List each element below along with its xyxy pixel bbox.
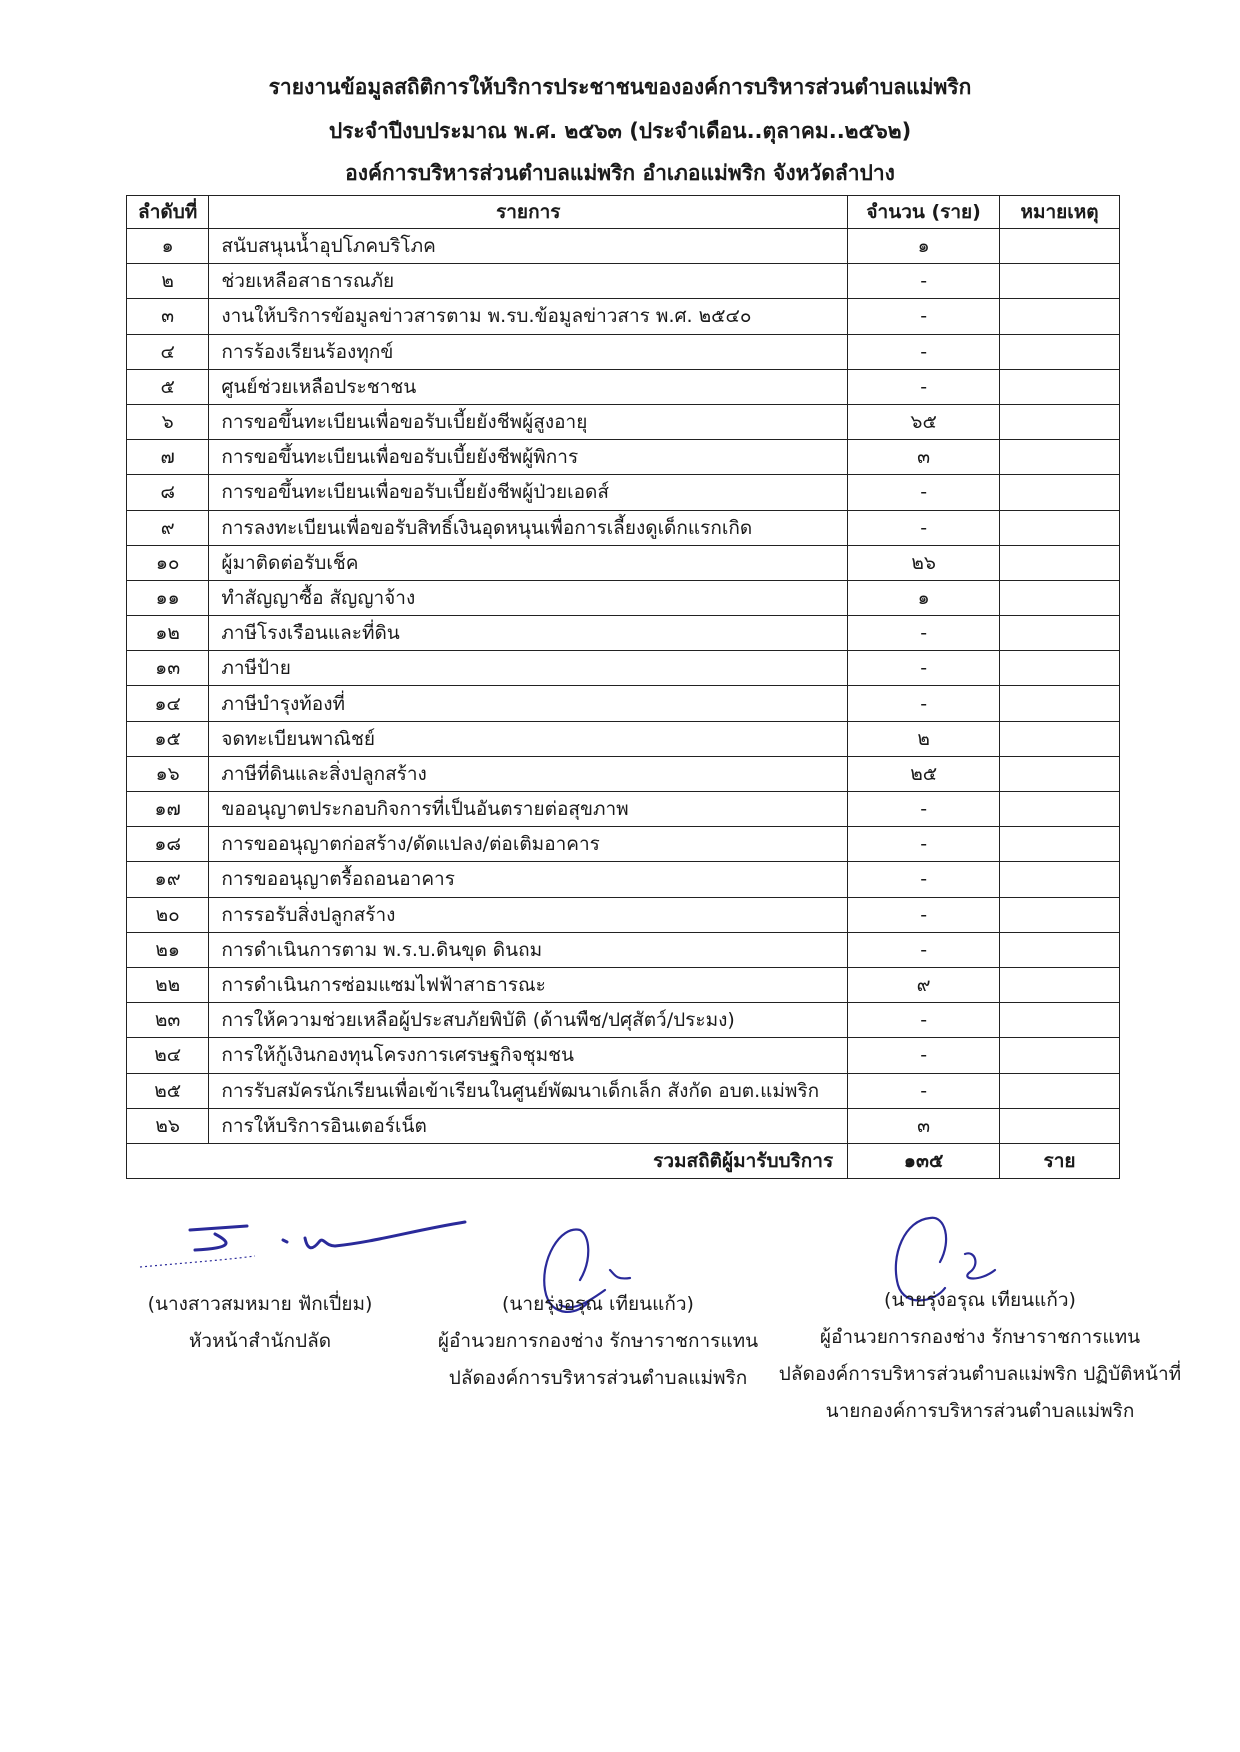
row-count: - <box>848 862 1000 897</box>
row-number: ๒ <box>127 264 209 299</box>
header-note: หมายเหตุ <box>1000 196 1120 229</box>
row-item: ทำสัญญาซื้อ สัญญาจ้าง <box>209 580 848 615</box>
row-count: - <box>848 932 1000 967</box>
row-item: สนับสนุนน้ำอุปโภคบริโภค <box>209 229 848 264</box>
row-number: ๑๑ <box>127 580 209 615</box>
table-row <box>127 897 1120 932</box>
table-row <box>127 510 1120 545</box>
row-item: ขออนุญาตประกอบกิจการที่เป็นอันตรายต่อสุขภาพ <box>209 792 848 827</box>
row-note <box>1000 1108 1120 1143</box>
row-item: การรอรับสิ่งปลูกสร้าง <box>209 897 848 932</box>
signature-block-1 <box>130 1286 390 1360</box>
row-count: - <box>848 299 1000 334</box>
row-count: ๑ <box>848 229 1000 264</box>
row-item: ภาษีป้าย <box>209 651 848 686</box>
row-number: ๑๓ <box>127 651 209 686</box>
row-number: ๒๕ <box>127 1073 209 1108</box>
header-count: จำนวน (ราย) <box>848 196 1000 229</box>
table-row <box>127 616 1120 651</box>
row-number: ๑๔ <box>127 686 209 721</box>
row-count: ๖๕ <box>848 404 1000 439</box>
report-fiscal-year: ประจำปีงบประมาณ พ.ศ. ๒๕๖๓ (ประจำเดือน..ตุลาคม..๒๕๖๒) <box>328 119 912 143</box>
table-row <box>127 721 1120 756</box>
row-count: - <box>848 897 1000 932</box>
row-number: ๘ <box>127 475 209 510</box>
row-note <box>1000 510 1120 545</box>
row-count: ๓ <box>848 1108 1000 1143</box>
row-item: ช่วยเหลือสาธารณภัย <box>209 264 848 299</box>
row-item: การขอขึ้นทะเบียนเพื่อขอรับเบี้ยยังชีพผู้ป่วยเอดส์ <box>209 475 848 510</box>
row-count: - <box>848 369 1000 404</box>
row-note <box>1000 1038 1120 1073</box>
total-count: ๑๓๕ <box>848 1143 1000 1178</box>
row-number: ๑๕ <box>127 721 209 756</box>
row-number: ๑๒ <box>127 616 209 651</box>
signer-position: ผู้อำนวยการกองช่าง รักษาราชการแทน <box>437 1330 759 1352</box>
total-unit: ราย <box>1000 1143 1120 1178</box>
row-number: ๒๓ <box>127 1003 209 1038</box>
row-note <box>1000 334 1120 369</box>
row-number: ๔ <box>127 334 209 369</box>
row-number: ๒๒ <box>127 967 209 1002</box>
row-number: ๑ <box>127 229 209 264</box>
row-note <box>1000 967 1120 1002</box>
row-item: การรับสมัครนักเรียนเพื่อเข้าเรียนในศูนย์พัฒนาเด็กเล็ก สังกัด อบต.แม่พริก <box>209 1073 848 1108</box>
row-item: จดทะเบียนพาณิชย์ <box>209 721 848 756</box>
table-row <box>127 932 1120 967</box>
report-title: รายงานข้อมูลสถิติการให้บริการประชาชนขององค์การบริหารส่วนตำบลแม่พริก <box>268 75 972 99</box>
table-row <box>127 792 1120 827</box>
row-item: ภาษีที่ดินและสิ่งปลูกสร้าง <box>209 756 848 791</box>
row-note <box>1000 1073 1120 1108</box>
signer-position: ปลัดองค์การบริหารส่วนตำบลแม่พริก ปฏิบัติหน้าที่ <box>778 1363 1182 1385</box>
signature-scribble-1 <box>135 1212 475 1272</box>
table-row <box>127 580 1120 615</box>
table-row <box>127 229 1120 264</box>
row-note <box>1000 721 1120 756</box>
table-row <box>127 1073 1120 1108</box>
row-note <box>1000 1003 1120 1038</box>
report-organization: องค์การบริหารส่วนตำบลแม่พริก อำเภอแม่พริก จังหวัดลำปาง <box>345 161 895 185</box>
row-item: การให้กู้เงินกองทุนโครงการเศรษฐกิจชุมชน <box>209 1038 848 1073</box>
signer-name: (นางสาวสมหมาย ฟักเปี่ยม) <box>147 1293 373 1315</box>
table-row <box>127 1108 1120 1143</box>
row-item: ภาษีโรงเรือนและที่ดิน <box>209 616 848 651</box>
row-count: ๓ <box>848 440 1000 475</box>
row-item: การดำเนินการตาม พ.ร.บ.ดินขุด ดินถม <box>209 932 848 967</box>
table-row <box>127 369 1120 404</box>
row-number: ๓ <box>127 299 209 334</box>
signer-position: ปลัดองค์การบริหารส่วนตำบลแม่พริก <box>448 1367 748 1389</box>
row-count: - <box>848 827 1000 862</box>
row-note <box>1000 792 1120 827</box>
row-count: - <box>848 1038 1000 1073</box>
row-number: ๕ <box>127 369 209 404</box>
row-number: ๒๖ <box>127 1108 209 1143</box>
row-count: - <box>848 264 1000 299</box>
row-item: การให้บริการอินเตอร์เน็ต <box>209 1108 848 1143</box>
row-note <box>1000 756 1120 791</box>
row-item: ผู้มาติดต่อรับเช็ค <box>209 545 848 580</box>
table-row <box>127 475 1120 510</box>
row-note <box>1000 440 1120 475</box>
table-row <box>127 404 1120 439</box>
total-label: รวมสถิติผู้มารับบริการ <box>127 1143 848 1178</box>
row-count: ๒๖ <box>848 545 1000 580</box>
signature-block-2 <box>428 1286 768 1397</box>
table-row <box>127 967 1120 1002</box>
table-header-row <box>127 196 1120 229</box>
statistics-table <box>126 195 1120 1179</box>
row-item: การลงทะเบียนเพื่อขอรับสิทธิ์เงินอุดหนุนเพื่อการเลี้ยงดูเด็กแรกเกิด <box>209 510 848 545</box>
row-note <box>1000 827 1120 862</box>
row-count: - <box>848 510 1000 545</box>
header-no: ลำดับที่ <box>127 196 209 229</box>
signer-name: (นายรุ่งอรุณ เทียนแก้ว) <box>502 1293 694 1315</box>
row-note <box>1000 299 1120 334</box>
row-item: การดำเนินการซ่อมแซมไฟฟ้าสาธารณะ <box>209 967 848 1002</box>
total-row <box>127 1143 1120 1178</box>
row-note <box>1000 369 1120 404</box>
row-item: การร้องเรียนร้องทุกข์ <box>209 334 848 369</box>
signer-name: (นายรุ่งอรุณ เทียนแก้ว) <box>884 1289 1076 1311</box>
row-note <box>1000 616 1120 651</box>
row-item: การขอขึ้นทะเบียนเพื่อขอรับเบี้ยยังชีพผู้พิการ <box>209 440 848 475</box>
row-note <box>1000 580 1120 615</box>
signer-position: หัวหน้าสำนักปลัด <box>188 1330 332 1352</box>
row-item: งานให้บริการข้อมูลข่าวสารตาม พ.รบ.ข้อมูลข่าวสาร พ.ศ. ๒๕๔๐ <box>209 299 848 334</box>
row-note <box>1000 686 1120 721</box>
table-row <box>127 545 1120 580</box>
table-row <box>127 1003 1120 1038</box>
row-number: ๒๐ <box>127 897 209 932</box>
row-count: - <box>848 1073 1000 1108</box>
row-note <box>1000 545 1120 580</box>
table-row <box>127 756 1120 791</box>
header-item: รายการ <box>209 196 848 229</box>
table-row <box>127 686 1120 721</box>
row-item: ภาษีบำรุงท้องที่ <box>209 686 848 721</box>
row-item: การให้ความช่วยเหลือผู้ประสบภัยพิบัติ (ด้านพืช/ปศุสัตว์/ประมง) <box>209 1003 848 1038</box>
signer-position: ผู้อำนวยการกองช่าง รักษาราชการแทน <box>819 1326 1141 1348</box>
row-number: ๑๗ <box>127 792 209 827</box>
table-row <box>127 440 1120 475</box>
table-row <box>127 827 1120 862</box>
table-row <box>127 264 1120 299</box>
row-count: - <box>848 651 1000 686</box>
row-item: การขออนุญาตรื้อถอนอาคาร <box>209 862 848 897</box>
row-note <box>1000 932 1120 967</box>
row-count: - <box>848 686 1000 721</box>
row-count: - <box>848 792 1000 827</box>
row-number: ๑๐ <box>127 545 209 580</box>
row-note <box>1000 475 1120 510</box>
row-count: - <box>848 475 1000 510</box>
row-item: การขอขึ้นทะเบียนเพื่อขอรับเบี้ยยังชีพผู้สูงอายุ <box>209 404 848 439</box>
row-number: ๑๘ <box>127 827 209 862</box>
row-note <box>1000 651 1120 686</box>
table-row <box>127 334 1120 369</box>
row-note <box>1000 862 1120 897</box>
table-row <box>127 862 1120 897</box>
row-number: ๗ <box>127 440 209 475</box>
row-count: ๒๕ <box>848 756 1000 791</box>
table-row <box>127 299 1120 334</box>
row-count: - <box>848 334 1000 369</box>
row-number: ๑๖ <box>127 756 209 791</box>
row-number: ๑๙ <box>127 862 209 897</box>
row-number: ๖ <box>127 404 209 439</box>
row-note <box>1000 229 1120 264</box>
row-number: ๒๑ <box>127 932 209 967</box>
row-number: ๙ <box>127 510 209 545</box>
row-count: - <box>848 616 1000 651</box>
row-note <box>1000 404 1120 439</box>
row-note <box>1000 264 1120 299</box>
table-row <box>127 1038 1120 1073</box>
row-count: ๑ <box>848 580 1000 615</box>
row-item: ศูนย์ช่วยเหลือประชาชน <box>209 369 848 404</box>
signature-block-3 <box>770 1282 1190 1430</box>
row-count: ๙ <box>848 967 1000 1002</box>
row-number: ๒๔ <box>127 1038 209 1073</box>
row-count: ๒ <box>848 721 1000 756</box>
row-item: การขออนุญาตก่อสร้าง/ดัดแปลง/ต่อเติมอาคาร <box>209 827 848 862</box>
row-note <box>1000 897 1120 932</box>
row-count: - <box>848 1003 1000 1038</box>
table-row <box>127 651 1120 686</box>
signer-position: นายกองค์การบริหารส่วนตำบลแม่พริก <box>825 1400 1135 1422</box>
